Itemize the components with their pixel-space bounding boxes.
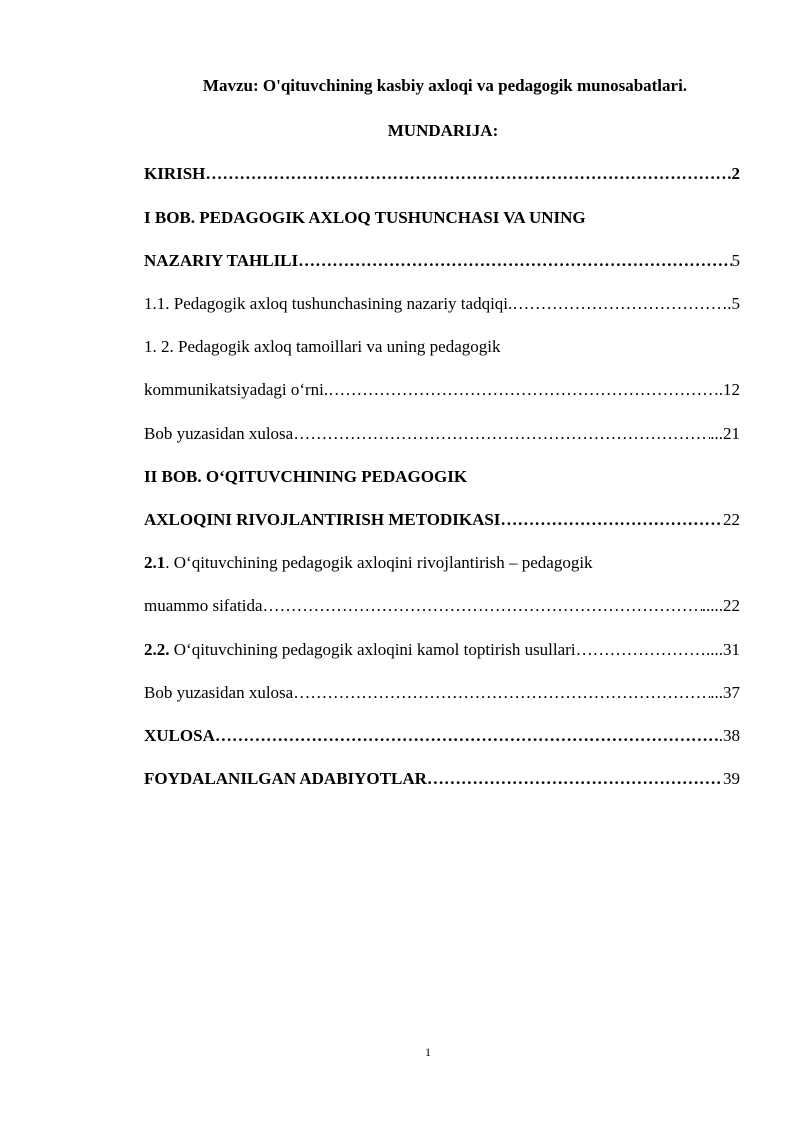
toc-entry-2-1-line2 bbox=[144, 595, 740, 617]
toc-dot-leader bbox=[328, 379, 719, 401]
toc-dot-leader bbox=[293, 682, 710, 704]
toc-entry-title: O‘qituvchining pedagogik axloqini kamol toptirish usullari bbox=[169, 640, 576, 659]
toc-entry-title: KIRISH bbox=[144, 164, 206, 183]
toc-dot-leader bbox=[293, 423, 710, 445]
toc-entry-title: kommunikatsiyadagi o‘rni. bbox=[144, 380, 329, 399]
page-number: 1 bbox=[425, 1045, 431, 1059]
toc-entry-bob1-xulosa bbox=[144, 423, 740, 445]
toc-entry-title: muammo sifatida bbox=[144, 596, 263, 615]
toc-page-number: .5 bbox=[727, 294, 740, 313]
toc-entry-2-2 bbox=[144, 639, 740, 661]
toc-entry-title: 1.1. Pedagogik axloq tushunchasining nazariy tadqiqi. bbox=[144, 294, 513, 313]
toc-entry-2-1-line1 bbox=[144, 552, 740, 574]
toc-dot-leader bbox=[205, 163, 727, 185]
toc-entry-adabiyotlar bbox=[144, 768, 740, 790]
toc-entry-title: FOYDALANILGAN ADABIYOTLAR bbox=[144, 769, 427, 788]
toc-dot-leader bbox=[500, 509, 723, 531]
toc-entry-xulosa bbox=[144, 725, 740, 747]
toc-entry-bob2-xulosa bbox=[144, 682, 740, 704]
document-title: Mavzu: O'qituvchining kasbiy axloqi va pedagogik munosabatlari. bbox=[202, 76, 688, 95]
toc-section-number: 2.2. bbox=[144, 640, 170, 659]
toc-dot-leader bbox=[427, 768, 723, 790]
toc-entry-title: XULOSA bbox=[144, 726, 215, 745]
toc-entry-bob1-line1: I BOB. PEDAGOGIK AXLOQ TUSHUNCHASI VA UNING bbox=[144, 208, 586, 227]
toc-entry-1-2-line2 bbox=[144, 379, 740, 401]
toc-page-number: ...37 bbox=[710, 683, 740, 702]
toc-page-number: 22 bbox=[723, 510, 740, 529]
toc-page-number: 5 bbox=[731, 251, 740, 270]
toc-page-number: ...21 bbox=[710, 424, 740, 443]
toc-dot-leader bbox=[263, 595, 702, 617]
toc-entry-bob1-line2 bbox=[144, 250, 740, 272]
toc-entry-bob2-line2 bbox=[144, 509, 740, 531]
toc-entry-title: NAZARIY TAHLILI bbox=[144, 251, 299, 270]
toc-entry-title: . O‘qituvchining pedagogik axloqini rivojlantirish – pedagogik bbox=[165, 553, 593, 572]
toc-page-number: .2 bbox=[727, 164, 740, 183]
toc-section-number: 2.1 bbox=[144, 553, 166, 572]
toc-entry-title: Bob yuzasidan xulosa bbox=[144, 424, 294, 443]
toc-entry-bob2-line1: II BOB. O‘QITUVCHINING PEDAGOGIK bbox=[144, 467, 468, 486]
toc-page-number: .12 bbox=[718, 380, 740, 399]
toc-page-number: .38 bbox=[718, 726, 740, 745]
toc-dot-leader bbox=[215, 725, 719, 747]
toc-dot-leader bbox=[298, 250, 731, 272]
toc-dot-leader bbox=[512, 293, 727, 315]
toc-page-number: 39 bbox=[723, 769, 740, 788]
toc-page-number: ....31 bbox=[706, 640, 740, 659]
toc-entry-title: AXLOQINI RIVOJLANTIRISH METODIKASI bbox=[144, 510, 501, 529]
toc-page-number: .....22 bbox=[701, 596, 740, 615]
toc-entry-title: Bob yuzasidan xulosa bbox=[144, 683, 294, 702]
toc-entry-1-2-line1: 1. 2. Pedagogik axloq tamoillari va uning pedagogik bbox=[144, 337, 501, 356]
toc-entry-1-1 bbox=[144, 293, 740, 315]
toc-dot-leader bbox=[576, 639, 706, 661]
toc-entry-kirish bbox=[144, 163, 740, 185]
toc-heading: MUNDARIJA: bbox=[387, 121, 499, 140]
